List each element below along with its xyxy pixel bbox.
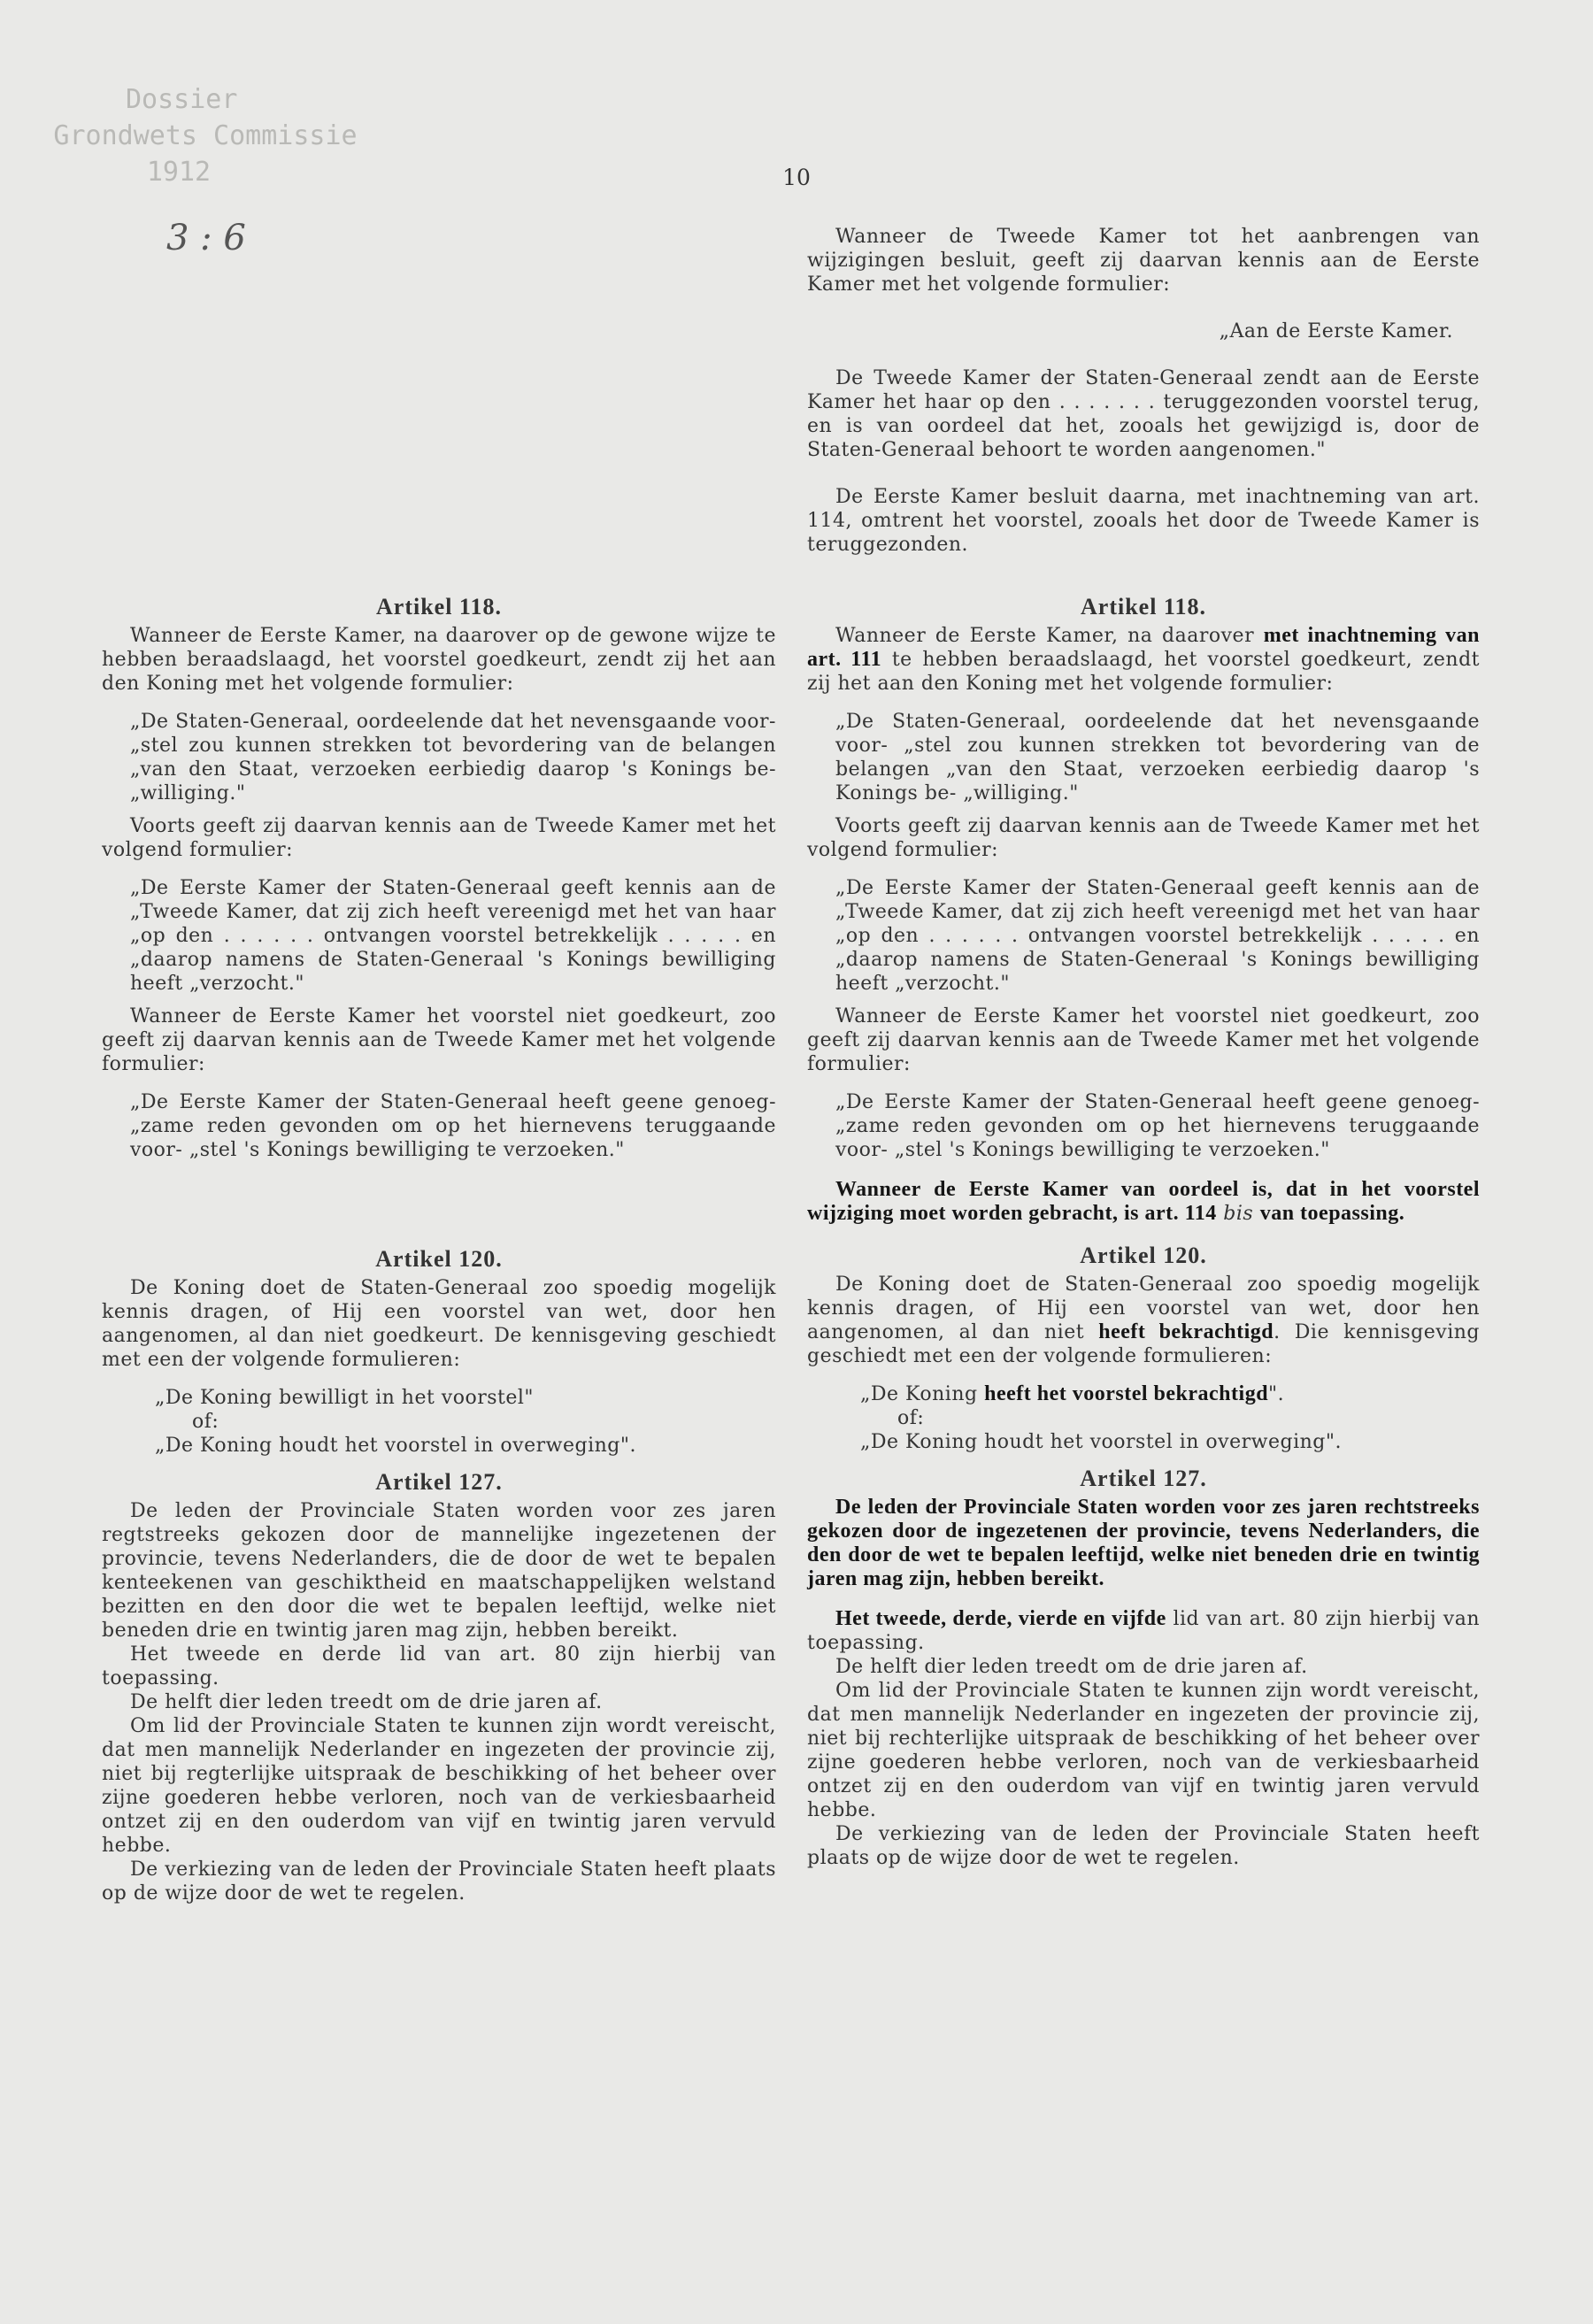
right-intro-salutation: „Aan de Eerste Kamer. [1219,320,1453,342]
right-art127-paragraph-2 [807,1607,1480,1655]
right-art118-paragraph-2: Voorts geeft zij daarvan kennis aan de Tweede Kamer met het volgend formulier: [807,815,1480,861]
left-art120-or: of: [192,1411,219,1433]
right-art118-p1-start: Wanneer de Eerste Kamer, na daarover [835,625,1264,647]
left-art120-heading: Artikel 120. [375,1246,503,1272]
right-art118-p4-end: van toepassing. [1259,1202,1405,1225]
right-intro-paragraph-1: Wanneer de Tweede Kamer tot het aanbrengen van wijzigingen besluit, geeft zij daarvan kennis aan de Eerste Kamer met het volgende formulier: [807,226,1480,296]
right-column [807,595,1480,1870]
left-art118-paragraph-2: Voorts geeft zij daarvan kennis aan de Tweede Kamer met het volgend formulier: [102,815,776,861]
right-art120-paragraph-1 [807,1273,1480,1368]
right-art120-p1-amendment: heeft bekrachtigd [1098,1320,1274,1343]
left-art127-heading: Artikel 127. [375,1469,503,1495]
stamp-line-dossier: Dossier [126,84,238,115]
right-intro [807,225,1480,557]
right-art127-p2-amendment: Het tweede, derde, vierde en vijfde [835,1607,1166,1630]
right-intro-paragraph-2: De Tweede Kamer der Staten-Generaal zendt aan de Eerste Kamer het haar op den . . . . . . . teruggezonden voorstel terug, en is van oordeel dat het, zooals het gewijzigd is, door de Staten-Generaal behoort te worden aangenomen." [807,367,1480,461]
left-art118-formula-2: „De Eerste Kamer der Staten-Generaal geeft kennis aan de „Tweede Kamer, dat zij zich heeft vereenigd met het van haar „op den . . . . . . ontvangen voorstel betrekkelijk . . . . . en „daarop namens de Staten-Generaal 's Konings bewilliging heeft „verzocht." [130,877,776,995]
left-art127-paragraph-5: De verkiezing van de leden der Provinciale Staten heeft plaats op de wijze door de wet te regelen. [102,1858,776,1905]
left-art118-formula-3: „De Eerste Kamer der Staten-Generaal heeft geene genoeg- „zame reden gevonden om op het hiernevens teruggaande voor- „stel 's Konings bewilliging te verzoeken." [130,1091,776,1161]
right-intro-paragraph-3: De Eerste Kamer besluit daarna, met inachtneming van art. 114, omtrent het voorstel, zooals het door de Tweede Kamer is teruggezonden. [807,486,1480,556]
left-art127-paragraph-2: Het tweede en derde lid van art. 80 zijn hierbij van toepassing. [102,1643,776,1689]
left-art118-paragraph-1: Wanneer de Eerste Kamer, na daarover op de gewone wijze te hebben beraadslaagd, het voorstel goedkeurt, zendt zij het aan den Koning met het volgende formulier: [102,625,776,695]
right-art118-p4-amendment: Wanneer de Eerste Kamer van oordeel is, dat in het voorstel wijziging moet worden gebracht, is art. 114 [807,1178,1480,1225]
left-art127-paragraph-1: De leden der Provinciale Staten worden voor zes jaren regtstreeks gekozen door de mannelijke ingezetenen der provincie, tevens Nederlanders, die de door de wet te bepalen kenteekenen van geschiktheid en maatschappelijken welstand bezitten en den door die wet te bepalen leeftijd, welke niet beneden drie en twintig jaren mag zijn, hebben bereikt. [102,1500,776,1642]
right-art118-formula-2: „De Eerste Kamer der Staten-Generaal geeft kennis aan de „Tweede Kamer, dat zij zich heeft vereenigd met het van haar „op den . . . . . . ontvangen voorstel betrekkelijk . . . . . en „daarop namens de Staten-Generaal 's Konings bewilliging heeft „verzocht." [835,877,1480,995]
right-art127-p2-rest: lid van art. 80 zijn hierbij van toepassing. [807,1608,1481,1654]
right-art127-paragraph-3: De helft dier leden treedt om de drie jaren af. [835,1656,1308,1678]
right-art127-heading: Artikel 127. [1080,1466,1207,1491]
right-art118-heading: Artikel 118. [1081,594,1206,619]
handwritten-mark: 3 : 6 [166,218,246,258]
right-art120-f1-start: „De Koning [860,1383,985,1405]
right-art118-paragraph-3: Wanneer de Eerste Kamer het voorstel niet goedkeurt, zoo geeft zij daarvan kennis aan de Tweede Kamer met het volgende formulier: [807,1005,1480,1075]
left-art120-paragraph-1: De Koning doet de Staten-Generaal zoo spoedig mogelijk kennis dragen, of Hij een voorstel van wet, door hen aangenomen, al dan niet goedkeurt. De kennisgeving geschiedt met een der volgende formulieren: [102,1277,776,1371]
left-art120-formula-1: „De Koning bewilligt in het voorstel" [155,1387,535,1409]
page-number: 10 [782,165,811,190]
left-art118-formula-1: „De Staten-Generaal, oordeelende dat het nevensgaande voor- „stel zou kunnen strekken tot bevordering van de belangen „van den Staat, verzoeken eerbiedig daarop 's Konings be- „williging." [130,711,776,804]
left-column [102,595,776,1905]
left-art127-paragraph-4: Om lid der Provinciale Staten te kunnen zijn wordt vereischt, dat men mannelijk Nederlander en ingezeten der provincie zij, niet bij regterlijke uitspraak de beschikking of het beheer over zijne goederen hebbe verloren, noch van de verkiesbaarheid ontzet zij en den ouderdom van vijf en twintig jaren vervuld hebbe. [102,1715,776,1857]
right-art120-p1-end: . Die kennisgeving geschiedt met een der volgende formulieren: [807,1321,1480,1367]
right-art118-p1-amendment: met inachtneming van art. 111 [807,624,1480,671]
right-art120-heading: Artikel 120. [1080,1243,1207,1268]
right-art120-or: of: [897,1407,925,1429]
right-art120-f1-end: ". [1268,1383,1285,1405]
right-art120-f1-amendment: heeft het voorstel bekrachtigd [984,1382,1269,1405]
right-art118-formula-1: „De Staten-Generaal, oordeelende dat het nevensgaande voor- „stel zou kunnen strekken tot bevordering van de belangen „van den Staat, verzoeken eerbiedig daarop 's Konings be- „williging." [835,711,1480,804]
right-art118-p1-end: te hebben beraadslaagd, het voorstel goedkeurt, zendt zij het aan den Koning met het volgende formulier: [807,649,1480,695]
right-art127-paragraph-5: De verkiezing van de leden der Provinciale Staten heeft plaats op de wijze door de wet te regelen. [807,1823,1480,1869]
left-art118-heading: Artikel 118. [376,594,502,619]
left-art118-paragraph-3: Wanneer de Eerste Kamer het voorstel niet goedkeurt, zoo geeft zij daarvan kennis aan de Tweede Kamer met het volgende formulier: [102,1005,776,1075]
right-art120-formula-1 [807,1382,1480,1406]
right-art118-formula-3: „De Eerste Kamer der Staten-Generaal heeft geene genoeg- „zame reden gevonden om op het hiernevens teruggaande voor- „stel 's Konings bewilliging te verzoeken." [835,1091,1480,1161]
right-art127-paragraph-4: Om lid der Provinciale Staten te kunnen zijn wordt vereischt, dat men mannelijk Nederlander en ingezeten der provincie zij, niet bij rechterlijke uitspraak de beschikking of het beheer over zijne goederen hebbe verloren, noch van de verkiesbaarheid ontzet zij en den ouderdom van vijf en twintig jaren vervuld hebbe. [807,1680,1480,1821]
right-art118-paragraph-4 [807,1178,1480,1226]
right-art118-paragraph-1 [807,624,1480,696]
left-art127-paragraph-3: De helft dier leden treedt om de drie jaren af. [130,1691,603,1713]
right-art118-p4-bis: bis [1223,1203,1254,1225]
right-art120-p1-start: De Koning doet de Staten-Generaal zoo spoedig mogelijk kennis dragen, of Hij een voorstel van wet, door hen aangenomen, al dan niet [807,1274,1480,1343]
left-art120-formula-2: „De Koning houdt het voorstel in overweging". [155,1435,636,1457]
right-art120-formula-2: „De Koning houdt het voorstel in overweging". [860,1431,1342,1453]
stamp-line-year: 1912 [146,157,212,188]
right-art127-paragraph-1: De leden der Provinciale Staten worden voor zes jaren rechtstreeks gekozen door de ingezetenen der provincie, tevens Nederlanders, die den door de wet te bepalen leeftijd, welke niet beneden drie en twintig jaren mag zijn, hebben bereikt. [807,1496,1480,1590]
stamp-line-commissie: Grondwets Commissie [53,120,358,151]
